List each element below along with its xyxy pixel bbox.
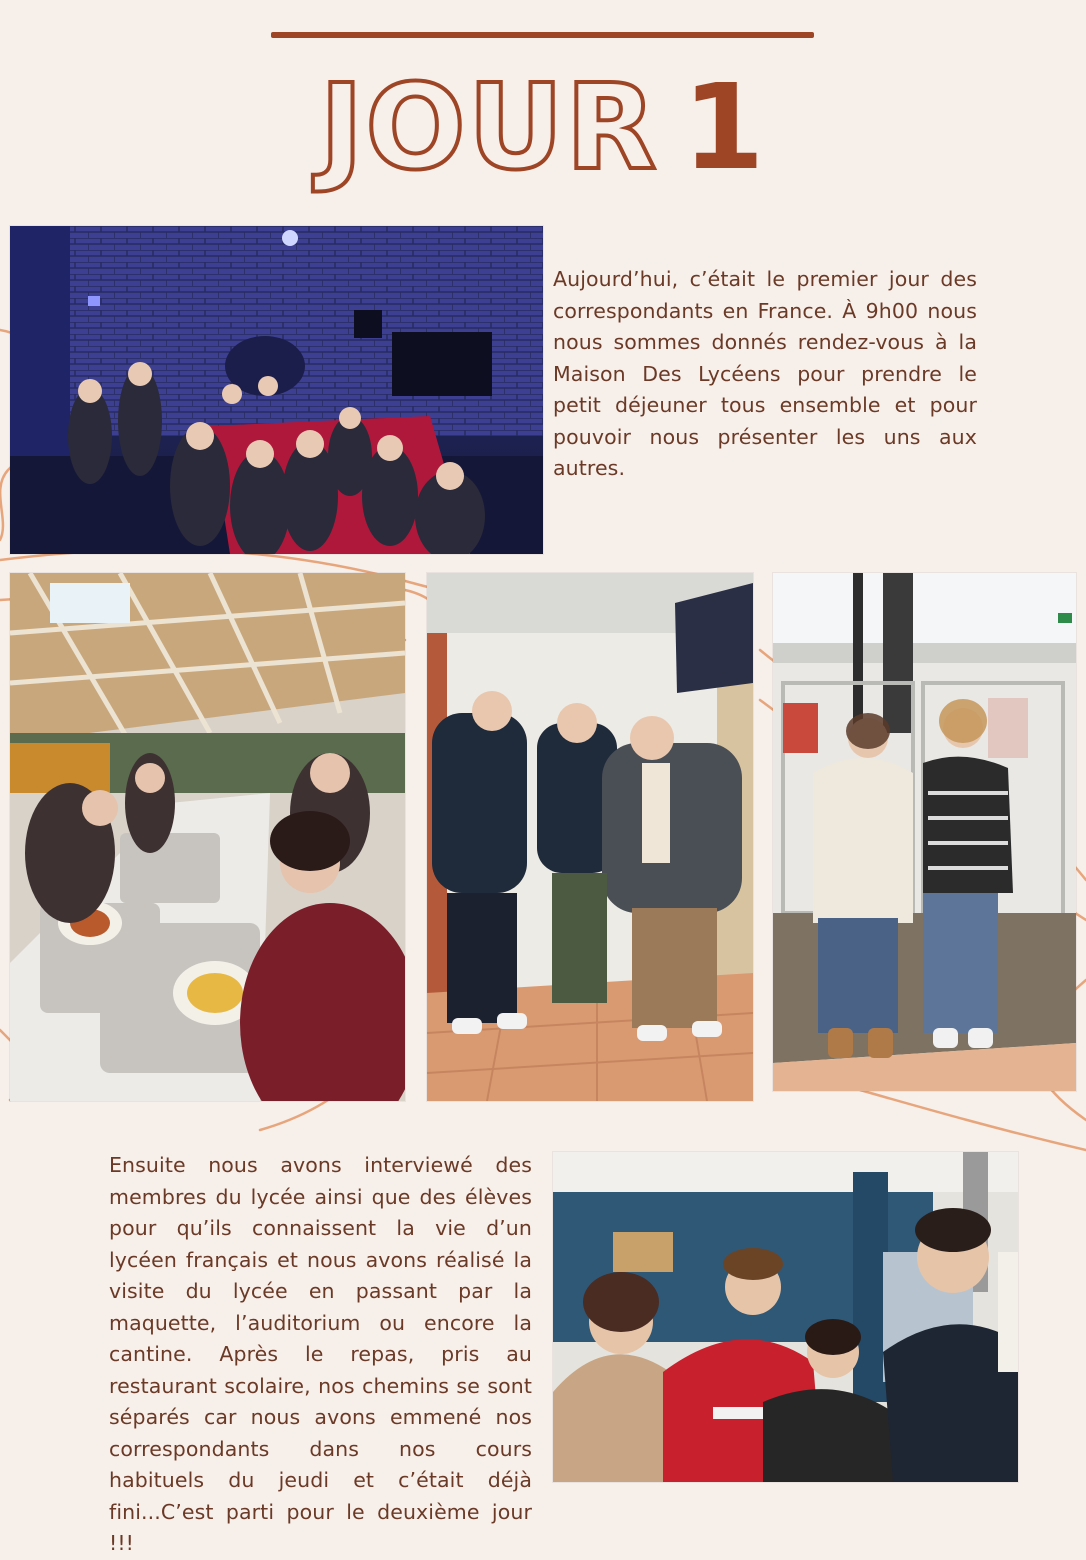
photo-breakfast-group: [10, 226, 543, 554]
title-word: JOUR: [319, 58, 659, 196]
page-title: [0, 58, 1086, 196]
photo-canteen-selfie: [10, 573, 405, 1101]
intro-paragraph: Aujourd’hui, c’était le premier jour des correspondants en France. À 9h00 nous nous sommes donnés rendez-vous à la Maison Des Lycéens pour prendre le petit déjeuner tous ensemble et pour pouvoir nous présenter les uns aux autres.: [553, 267, 977, 480]
header-rule: [271, 32, 814, 38]
photo-three-students-hallway: [427, 573, 753, 1101]
photo-two-students-entrance: [773, 573, 1076, 1091]
outro-paragraph: Ensuite nous avons interviewé des membres du lycée ainsi que des élèves pour qu’ils connaissent la vie d’un lycéen français et nous avons réalisé la visite du lycée en passant par la maquette, l’auditorium ou encore la cantine. Après le repas, pris au restaurant scolaire, nos chemins se sont séparés car nous avons emmené nos correspondants dans nos cours habituels du jeudi et c’était déjà fini...C’est parti pour le deuxième jour !!!: [109, 1153, 532, 1555]
photo-four-students-selfie: [553, 1152, 1018, 1482]
title-number: 1: [682, 58, 767, 196]
